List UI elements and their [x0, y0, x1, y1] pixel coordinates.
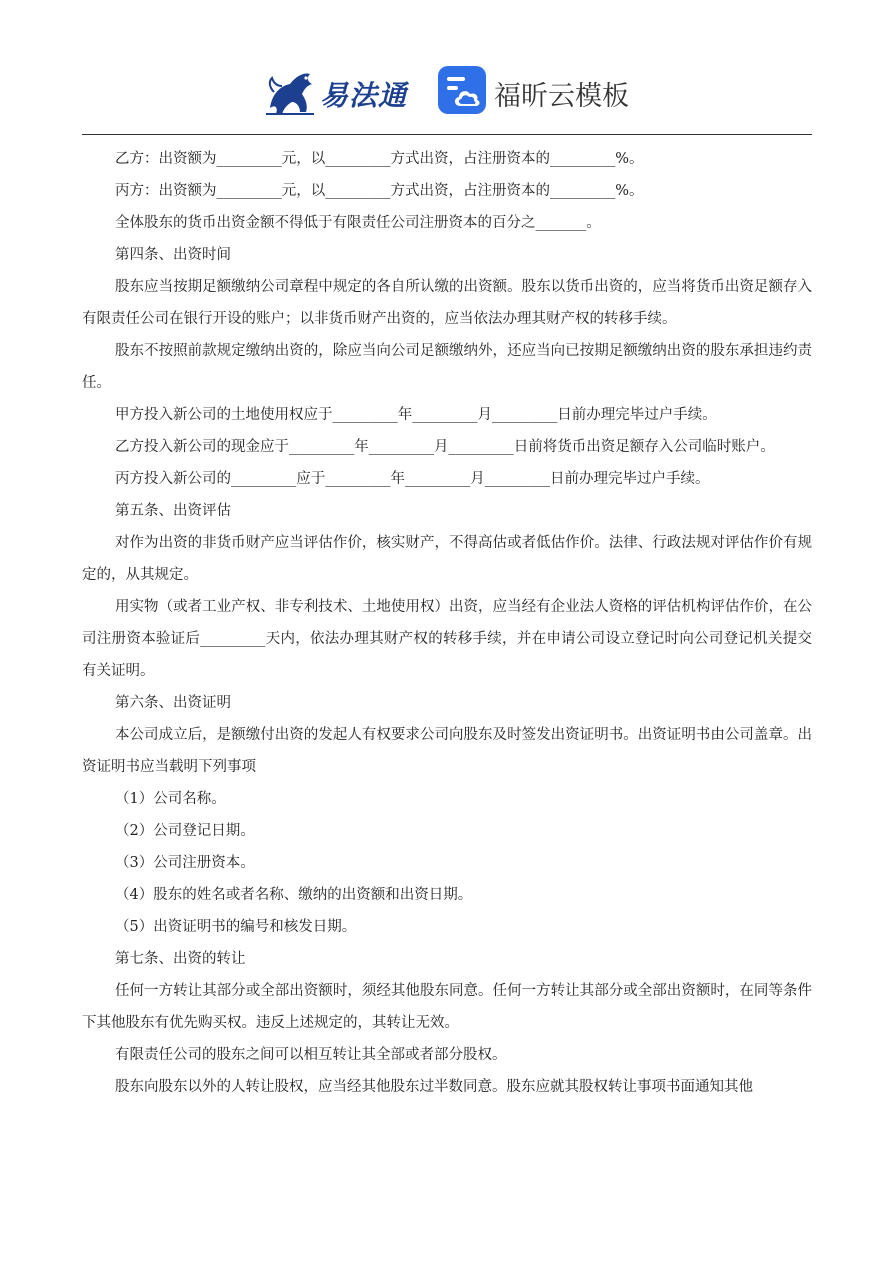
article-4-heading: 第四条、出资时间 [115, 247, 231, 263]
paragraph-internal-transfer: 有限责任公司的股东之间可以相互转让其全部或者部分股权。 [115, 1047, 507, 1063]
paragraph-capital-certificate: 本公司成立后，是额缴付出资的发起人有权要求公司向股东及时签发出资证明书。出资证明书由公司盖章。出资证明书应当载明下列事项 [82, 727, 812, 775]
paragraph-payment-on-time: 股东应当按期足额缴纳公司章程中规定的各自所认缴的出资额。股东以货币出资的，应当将货币出资足额存入有限责任公司在银行开设的账户；以非货币财产出资的，应当依法办理其财产权的转移手续。 [82, 279, 812, 327]
list-item-registration-date: （2）公司登记日期。 [115, 823, 255, 839]
list-item-shareholder-info: （4）股东的姓名或者名称、缴纳的出资额和出资日期。 [115, 887, 473, 903]
paragraph-valuation: 对作为出资的非货币财产应当评估作价，核实财产，不得高估或者低估作价。法律、行政法规对评估作价有规定的，从其规定。 [82, 535, 812, 583]
article-7-heading: 第七条、出资的转让 [115, 951, 246, 967]
page-header [0, 58, 893, 124]
paragraph-bing-contribution: 丙方：出资额为_________元，以_________方式出资，占注册资本的_________%。 [115, 183, 644, 199]
paragraph-bing-transfer: 丙方投入新公司的_________应于_________年_________月_________日前办理完毕过户手续。 [115, 471, 710, 487]
qilin-icon [262, 64, 318, 118]
list-item-certificate-number: （5）出资证明书的编号和核发日期。 [115, 919, 357, 935]
article-5-heading: 第五条、出资评估 [115, 503, 231, 519]
paragraph-jia-land-transfer: 甲方投入新公司的土地使用权应于_________年_________月_________日前办理完毕过户手续。 [115, 407, 717, 423]
logo1-text: 易法通 [320, 79, 408, 112]
list-item-registered-capital: （3）公司注册资本。 [115, 855, 255, 871]
paragraph-yi-contribution: 乙方：出资额为_________元，以_________方式出资，占注册资本的_________%。 [115, 151, 644, 167]
paragraph-in-kind-contribution: 用实物（或者工业产权、非专利技术、土地使用权）出资，应当经有企业法人资格的评估机构评估作价，在公司注册资本验证后_________天内，依法办理其财产权的转移手续，并在申请公司设立登记时向公司登记机关提交有关证明。 [82, 599, 812, 679]
logo2-text: 福昕云模板 [494, 81, 629, 112]
foxit-cloud-template-logo [436, 64, 646, 118]
article-6-heading: 第六条、出资证明 [115, 695, 231, 711]
paragraph-monetary-minimum: 全体股东的货币出资金额不得低于有限责任公司注册资本的百分之_______。 [115, 215, 601, 231]
list-item-company-name: （1）公司名称。 [115, 791, 226, 807]
paragraph-breach-liability: 股东不按照前款规定缴纳出资的，除应当向公司足额缴纳外，还应当向已按期足额缴纳出资的股东承担违约责任。 [82, 343, 812, 391]
header-divider [82, 134, 812, 135]
cloud-document-icon [436, 64, 488, 116]
paragraph-external-transfer: 股东向股东以外的人转让股权，应当经其他股东过半数同意。股东应就其股权转让事项书面通知其他 [115, 1079, 753, 1095]
yifatong-logo [262, 64, 412, 118]
paragraph-yi-cash-deposit: 乙方投入新公司的现金应于_________年_________月_________日前将货币出资足额存入公司临时账户。 [115, 439, 775, 455]
paragraph-transfer-consent: 任何一方转让其部分或全部出资额时，须经其他股东同意。任何一方转让其部分或全部出资额时，在同等条件下其他股东有优先购买权。违反上述规定的，其转让无效。 [82, 983, 812, 1031]
document-body [82, 143, 812, 1103]
